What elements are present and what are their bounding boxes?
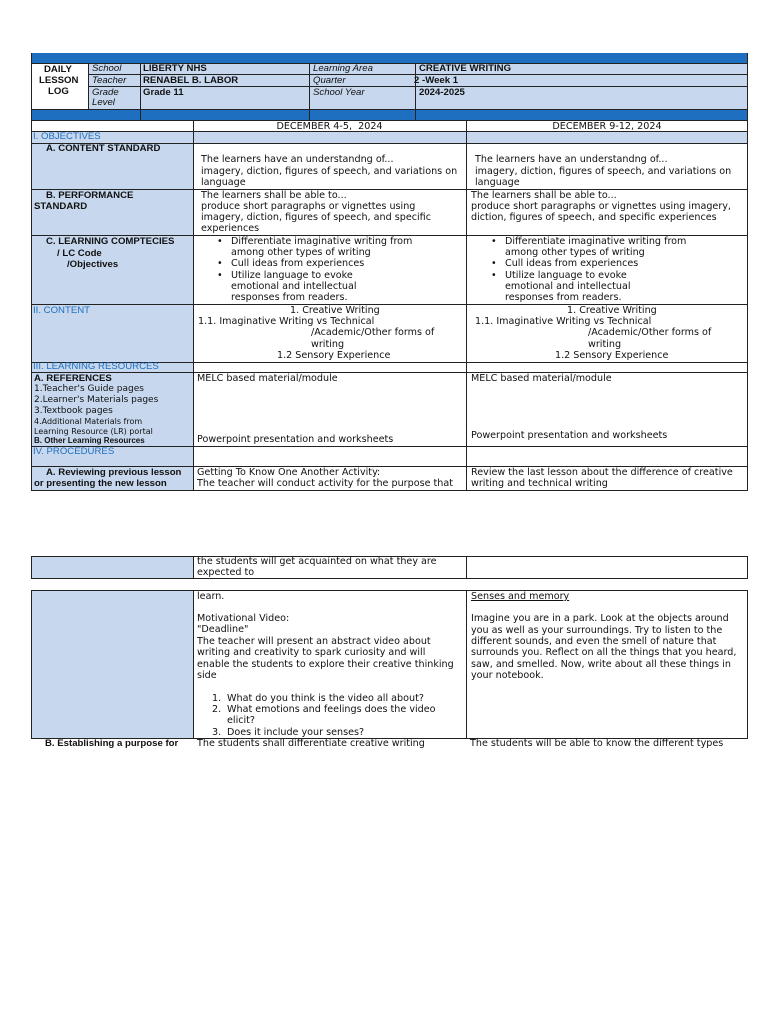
motivation-title: Motivational Video: [197,613,290,624]
competencies-label-3: /Objectives [67,259,119,270]
senses-desc-line: surrounds you. Reflect on all the things that you heard, [471,647,737,658]
quarter-value: 2 -Week 1 [414,75,459,86]
resources-heading: III. LEARNING RESOURCES [33,361,159,372]
teacher-label: Teacher [92,75,127,86]
dll-label-3: LOG [48,86,69,97]
motivation-desc-line: writing and creativity to spark curiosity and will [197,647,426,658]
senses-desc-line: your notebook. [471,670,544,681]
review-col2-line: Review the last lesson about the difference of creative [471,467,733,478]
senses-desc-line: Imagine you are in a park. Look at the objects around [471,613,729,624]
performance-label-2: STANDARD [34,201,88,212]
area-label: Learning Area [313,63,373,74]
motivation-name: "Deadline" [197,624,249,635]
grade-label-2: Level [92,97,115,108]
other-resources-label: B. Other Learning Resources [34,436,145,445]
header-bar-bottom [31,109,748,120]
competency-item: among other types of writing [231,247,371,258]
performance-col2-line: The learners shall be able to... [471,190,617,201]
content-standard-col1-line: The learners have an understandng of... [201,154,394,165]
content-line: 1.1. Imaginative Writing vs Technical [198,316,375,327]
header-bar-top [31,53,748,63]
senses-desc-line: different sounds, and even the smell of nature that [471,636,717,647]
review-col1-line: The teacher will conduct activity for the purpose that [197,478,454,489]
content-line: writing [311,339,345,350]
senses-desc-line: you as well as your surroundings. Try to listen to the [471,625,723,636]
content-line: 1.2 Sensory Experience [555,350,669,361]
bullet-icon: • [217,270,223,281]
question-number: 2. [212,704,222,715]
competencies-label-1: C. LEARNING COMPTECIES [46,236,175,247]
performance-col2-line: diction, figures of speech, and specific experiences [471,212,717,223]
teacher-value: RENABEL B. LABOR [143,75,239,86]
content-standard-col1-line: language [201,177,246,188]
content-line: 1.2 Sensory Experience [277,350,391,361]
school-value: LIBERTY NHS [143,63,207,74]
objectives-heading: I. OBJECTIVES [33,131,101,142]
ref-item: 1.Teacher's Guide pages [34,384,144,394]
resources-col2-bottom: Powerpoint presentation and worksheets [471,430,668,441]
bullet-icon: • [217,258,223,269]
cont-col1-line: the students will get acquainted on what they are [197,556,437,567]
performance-label-1: B. PERFORMANCE [46,190,134,201]
competency-item: Cull ideas from experiences [231,258,365,269]
senses-desc-line: saw, and smelled. Now, write about all these things in [471,659,731,670]
dll-label-1: DAILY [44,64,72,75]
competencies-label-2: / LC Code [57,248,102,259]
ref-item: 3.Textbook pages [34,406,113,416]
competency-item: emotional and intellectual [505,281,631,292]
content-line: writing [588,339,622,350]
review-col2-line: writing and technical writing [471,478,608,489]
competency-item: Cull ideas from experiences [505,258,639,269]
references-label: A. REFERENCES [34,373,112,384]
competency-item: Differentiate imaginative writing from [231,236,413,247]
sy-value: 2024-2025 [419,87,465,98]
competency-item: responses from readers. [231,292,348,303]
ref-item: 2.Learner's Materials pages [34,395,159,405]
quarter-label: Quarter [313,75,346,86]
performance-col1-line: experiences [201,223,260,234]
purpose-label: B. Establishing a purpose for [45,739,179,748]
question-item: Does it include your senses? [227,727,365,738]
resources-col1-bottom: Powerpoint presentation and worksheets [197,434,394,445]
resources-col1-top: MELC based material/module [197,373,338,384]
content-standard-col2-line: imagery, diction, figures of speech, and variations on [475,166,732,177]
competency-item: Utilize language to evoke [505,270,627,281]
content-line: 1. Creative Writing [290,305,380,316]
area-value: CREATIVE WRITING [419,63,512,74]
ref-item: Learning Resource (LR) portal [34,427,153,436]
review-col1-line: Getting To Know One Another Activity: [197,467,381,478]
performance-col2-line: produce short paragraphs or vignettes using imagery, [471,201,731,212]
resources-col2-top: MELC based material/module [471,373,612,384]
purpose-row [31,739,748,748]
content-heading: II. CONTENT [33,305,91,316]
content-line: /Academic/Other forms of [311,327,435,338]
performance-col1-line: produce short paragraphs or vignettes using [201,201,416,212]
content-line: 1.1. Imaginative Writing vs Technical [475,316,652,327]
review-label-2: or presenting the new lesson [34,478,167,489]
content-standard-col2-line: language [475,177,520,188]
grade-value: Grade 11 [143,87,184,98]
date-col1: DECEMBER 4-5, 2024 [276,121,383,132]
content-standard-label: A. CONTENT STANDARD [46,143,161,154]
motivation-desc-line: The teacher will present an abstract video about [197,636,431,647]
purpose-col1: The students shall differentiate creative writing [197,739,425,748]
date-col2: DECEMBER 9-12, 2024 [552,121,662,132]
content-standard-col2-line: The learners have an understandng of... [475,154,668,165]
content-line: /Academic/Other forms of [588,327,712,338]
competency-item: Differentiate imaginative writing from [505,236,687,247]
question-number: 1. [212,693,222,704]
competency-item: Utilize language to evoke [231,270,353,281]
grade-label-1: Grade [92,87,119,98]
content-line: 1. Creative Writing [567,305,657,316]
question-item: What emotions and feelings does the video [227,704,436,715]
performance-col1-line: The learners shall be able to... [201,190,347,201]
review-label-1: A. Reviewing previous lesson [46,467,182,478]
performance-col1-line: imagery, diction, figures of speech, and specific [201,212,431,223]
question-item: elicit? [227,715,256,726]
sy-label: School Year [313,87,365,98]
bullet-icon: • [491,236,497,247]
competency-item: among other types of writing [505,247,645,258]
senses-title: Senses and memory [471,591,570,602]
motivation-desc-line: side [197,670,217,681]
procedures-heading: IV. PROCEDURES [33,446,115,457]
question-number: 3. [212,727,222,738]
motivation-desc-line: enable the students to explore their creative thinking [197,659,454,670]
purpose-col2: The students will be able to know the different types [470,739,724,748]
competency-item: emotional and intellectual [231,281,357,292]
school-label: School [92,63,122,74]
ref-item: 4.Additional Materials from [34,417,143,426]
competency-item: responses from readers. [505,292,622,303]
bullet-icon: • [217,236,223,247]
bullet-icon: • [491,258,497,269]
cont-col1-line: expected to [197,567,255,578]
content-standard-col1-line: imagery, diction, figures of speech, and variations on [201,166,458,177]
dll-label-2: LESSON [39,75,79,86]
question-item: What do you think is the video all about? [227,693,424,704]
bullet-icon: • [491,270,497,281]
learn-text: learn. [197,591,225,602]
